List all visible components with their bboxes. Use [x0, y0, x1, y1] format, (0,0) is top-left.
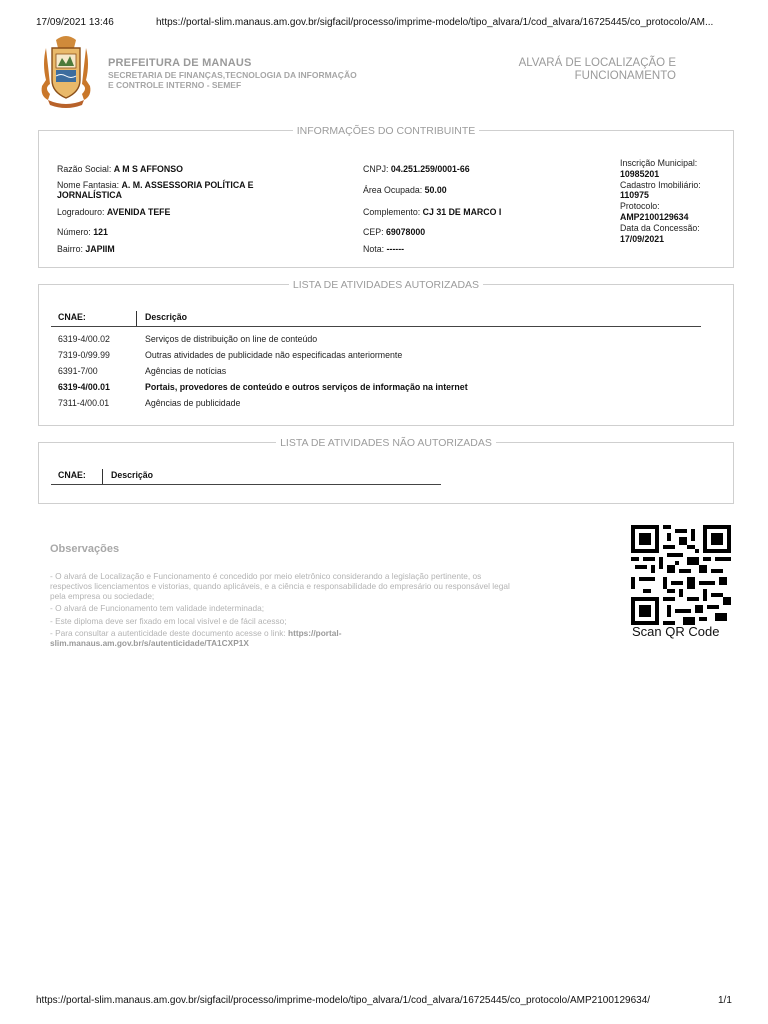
authorized-col-cnae: CNAE: — [58, 312, 86, 322]
nota-value: ------ — [386, 244, 405, 254]
org-subtitle-line-1: SECRETARIA DE FINANÇAS,TECNOLOGIA DA INFORMAÇÃO — [108, 70, 357, 80]
area-ocupada-label: Área Ocupada: — [363, 185, 425, 195]
not-authorized-activities-panel — [38, 437, 734, 504]
qr-code — [628, 525, 734, 625]
cnpj-value: 04.251.259/0001-66 — [390, 164, 470, 174]
observation-item-3: - Este diploma deve ser fixado em local visível e de fácil acesso; — [50, 616, 287, 626]
authenticity-link-part-2[interactable]: slim.manaus.am.gov.br/s/autenticidade/TA1CXP1X — [50, 637, 249, 648]
bairro-field — [57, 244, 115, 254]
contributor-section-title — [39, 125, 733, 137]
logradouro-field — [57, 207, 170, 217]
not-authorized-col-divider — [102, 469, 103, 485]
print-datetime: 17/09/2021 13:46 — [36, 17, 114, 28]
authorized-row-4-cnae: 6319-4/00.01 — [58, 382, 110, 392]
authenticity-link-part-1[interactable]: https://portal- — [288, 628, 342, 638]
area-ocupada-field — [363, 185, 447, 195]
registration-block — [620, 158, 701, 244]
org-subtitle — [108, 70, 357, 90]
print-url: https://portal-slim.manaus.am.gov.br/sigfacil/processo/imprime-modelo/tipo_alvara/1/cod_alvara/16725445/co_protocolo/AM... — [156, 17, 714, 28]
authorized-row-5-cnae: 7311-4/00.01 — [58, 398, 110, 408]
not-authorized-section-title-text: LISTA DE ATIVIDADES NÃO AUTORIZADAS — [276, 437, 496, 449]
cnpj-label: CNPJ: — [363, 164, 391, 174]
authorized-row-2-desc: Outras atividades de publicidade não especificadas anteriormente — [145, 350, 403, 360]
observation-item-1-line-3: pela empresa ou sociedade; — [50, 590, 155, 601]
observation-item-1-line-2: respectivos licenciamentos e vistorias, quando aplicáveis, e a ciência e responsabilidade do empresário ou responsável legal — [50, 580, 510, 591]
org-title: PREFEITURA DE MANAUS — [108, 57, 252, 69]
authorized-activities-panel — [38, 279, 734, 426]
observation-item-4-text: - Para consultar a autenticidade deste documento acesse o link: — [50, 628, 288, 638]
not-authorized-section-title — [39, 437, 733, 449]
complemento-field — [363, 207, 501, 217]
cadastro-imobiliario-label: Cadastro Imobiliário: — [620, 179, 701, 190]
complemento-value: CJ 31 DE MARCO I — [422, 207, 502, 217]
cnpj-field — [363, 164, 470, 174]
cep-value: 69078000 — [385, 227, 426, 237]
data-concessao-value: 17/09/2021 — [620, 233, 665, 244]
coat-of-arms-logo — [38, 34, 94, 110]
document-title-line-2: FUNCIONAMENTO — [574, 70, 676, 82]
contributor-panel — [38, 125, 734, 268]
complemento-label: Complemento: — [363, 207, 423, 217]
nome-fantasia-value: A. M. ASSESSORIA POLÍTICA E JORNALÍSTICA — [57, 180, 254, 200]
area-ocupada-value: 50.00 — [424, 185, 447, 195]
qr-code-label: Scan QR Code — [632, 624, 720, 639]
authorized-row-5-desc: Agências de publicidade — [145, 398, 241, 408]
authorized-section-title — [39, 279, 733, 291]
nota-field — [363, 244, 404, 254]
logradouro-value: AVENIDA TEFE — [106, 207, 171, 217]
authorized-header-rule — [51, 326, 701, 327]
razao-social-field — [57, 164, 183, 174]
not-authorized-col-description: Descrição — [111, 470, 154, 480]
numero-field — [57, 227, 108, 237]
protocolo-value: AMP2100129634 — [620, 211, 689, 222]
bairro-label: Bairro: — [57, 244, 86, 254]
not-authorized-header-rule — [51, 484, 441, 485]
observation-item-2: - O alvará de Funcionamento tem validade indeterminada; — [50, 603, 264, 613]
observation-item-4 — [50, 629, 595, 649]
observation-item-1-line-1: - O alvará de Localização e Funcionamento é concedido por meio eletrônico considerando a legislação pertinente, os — [50, 571, 482, 581]
observations-title: Observações — [50, 543, 120, 555]
nota-label: Nota: — [363, 244, 387, 254]
authorized-row-3-desc: Agências de notícias — [145, 366, 227, 376]
observation-item-1 — [50, 572, 595, 601]
authorized-row-2-cnae: 7319-0/99.99 — [58, 350, 110, 360]
inscricao-municipal-value: 10985201 — [620, 168, 660, 179]
nome-fantasia-label: Nome Fantasia: — [57, 180, 122, 190]
authorized-row-1-desc: Serviços de distribuição on line de conteúdo — [145, 334, 318, 344]
inscricao-municipal-label: Inscrição Municipal: — [620, 158, 698, 168]
bairro-value: JAPIIM — [85, 244, 115, 254]
print-footer-page: 1/1 — [718, 995, 732, 1006]
authorized-col-divider — [136, 311, 137, 327]
data-concessao-label: Data da Concessão: — [620, 222, 700, 233]
authorized-row-3-cnae: 6391-7/00 — [58, 366, 98, 376]
cep-label: CEP: — [363, 227, 386, 237]
protocolo-label: Protocolo: — [620, 201, 660, 212]
logradouro-label: Logradouro: — [57, 207, 107, 217]
org-subtitle-line-2: E CONTROLE INTERNO - SEMEF — [108, 80, 242, 90]
print-footer-url: https://portal-slim.manaus.am.gov.br/sigfacil/processo/imprime-modelo/tipo_alvara/1/cod_alvara/16725445/co_protocolo/AMP2100129634/ — [36, 995, 651, 1006]
razao-social-label: Razão Social: — [57, 164, 114, 174]
authorized-row-1-cnae: 6319-4/00.02 — [58, 334, 110, 344]
document-title — [480, 57, 676, 83]
document-title-line-1: ALVARÁ DE LOCALIZAÇÃO E — [518, 57, 676, 69]
contributor-section-title-text: INFORMAÇÕES DO CONTRIBUINTE — [293, 125, 480, 137]
authorized-col-description: Descrição — [145, 312, 188, 322]
authorized-section-title-text: LISTA DE ATIVIDADES AUTORIZADAS — [289, 279, 483, 291]
razao-social-value: A M S AFFONSO — [113, 164, 183, 174]
numero-value: 121 — [93, 227, 108, 237]
numero-label: Número: — [57, 227, 94, 237]
not-authorized-col-cnae: CNAE: — [58, 470, 86, 480]
authorized-row-4-desc: Portais, provedores de conteúdo e outros serviços de informação na internet — [145, 382, 468, 392]
cep-field — [363, 227, 425, 237]
cadastro-imobiliario-value: 110975 — [620, 190, 649, 201]
nome-fantasia-field — [57, 180, 307, 200]
